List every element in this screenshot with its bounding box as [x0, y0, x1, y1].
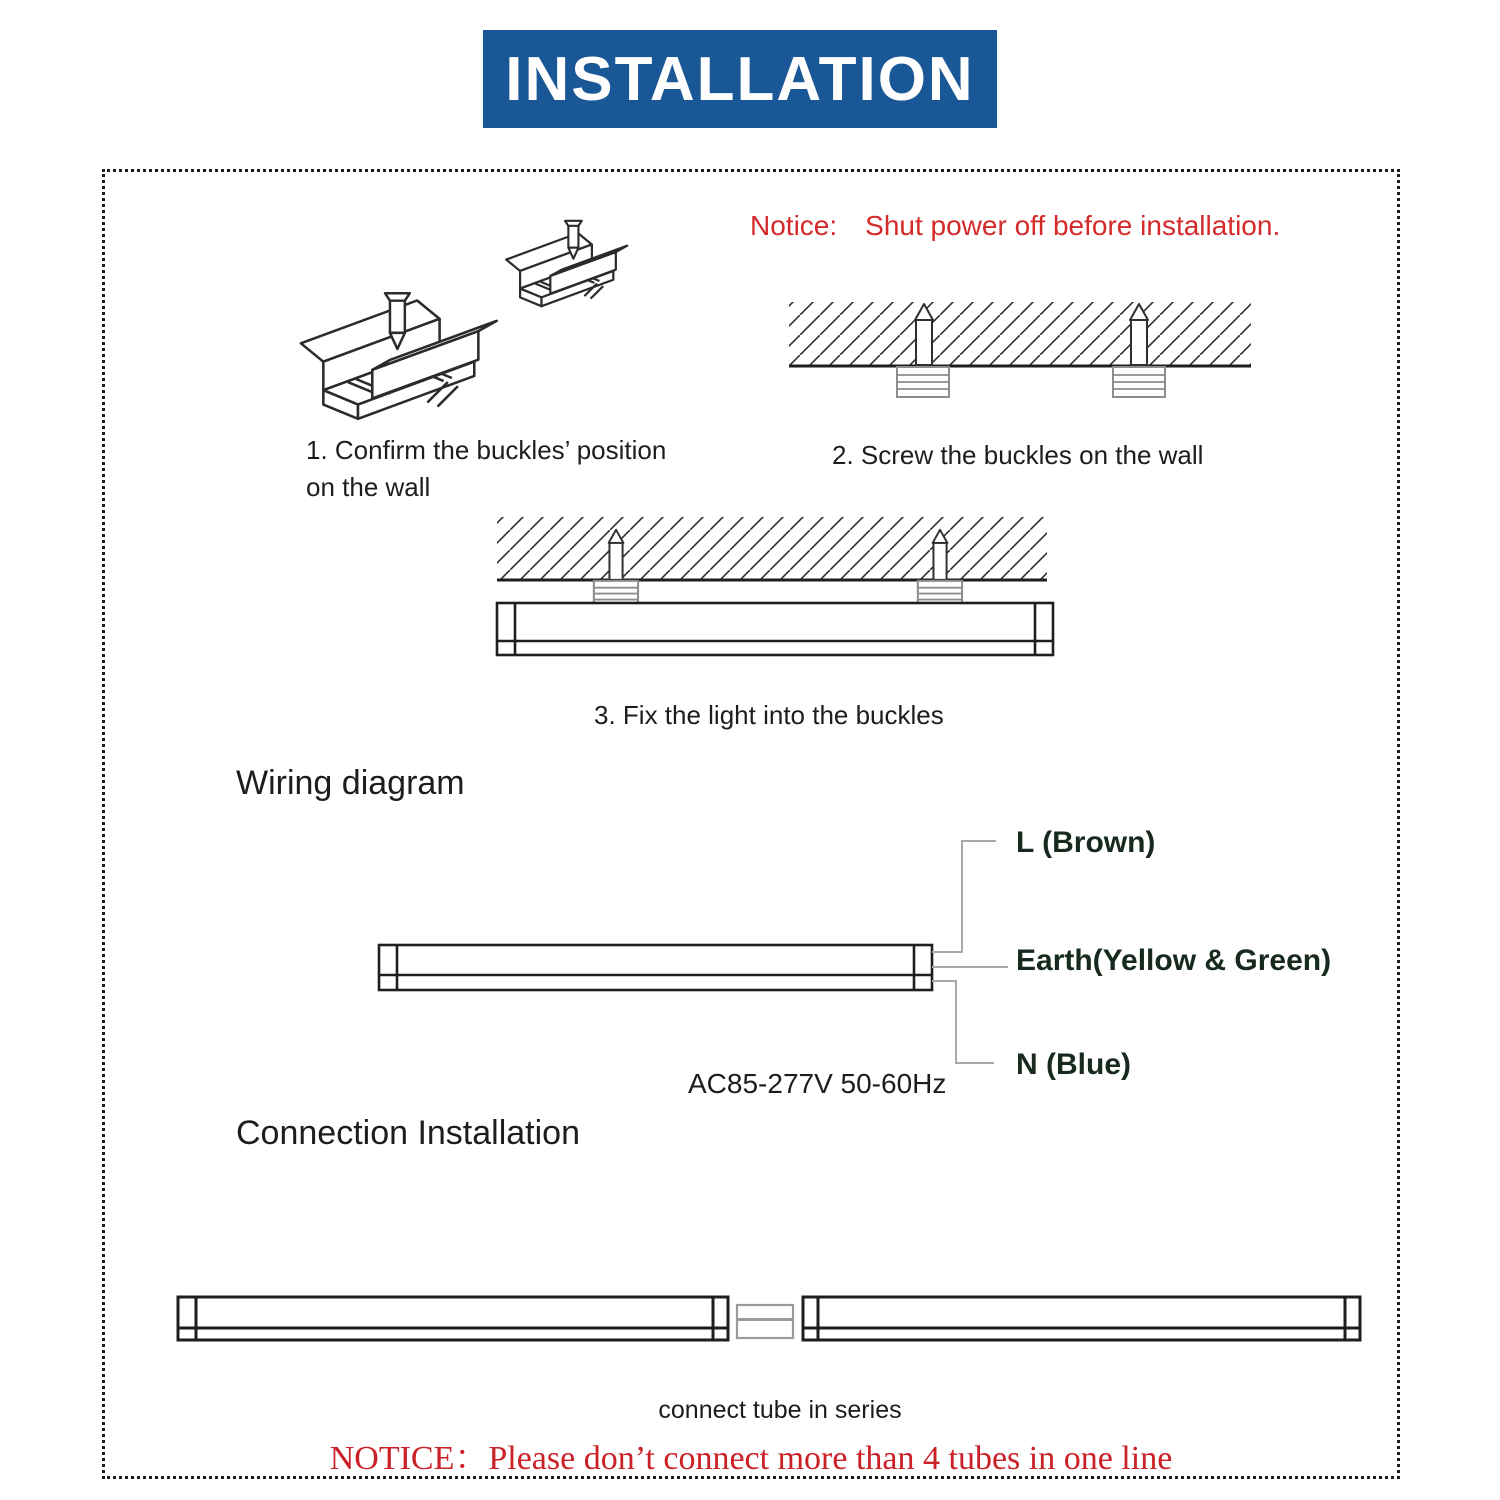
tube-light-right: [803, 1297, 1360, 1340]
wiring-diagram-figure: [370, 830, 1030, 1080]
wire-neutral: [932, 981, 994, 1063]
tube-light: [497, 603, 1053, 655]
buckle-icon: [1113, 367, 1165, 397]
step2-caption: 2. Screw the buckles on the wall: [832, 440, 1204, 470]
tube-connector: [737, 1305, 793, 1338]
notice-top: [750, 210, 1280, 242]
tube-light: [379, 945, 932, 990]
step1-caption-line1: 1. Confirm the buckles’ position: [306, 435, 667, 465]
wiring-heading: Wiring diagram: [236, 764, 465, 802]
notice-label: Notice:: [750, 210, 838, 241]
page-title: INSTALLATION: [505, 44, 975, 114]
wire-label-earth: Earth(Yellow & Green): [1016, 944, 1332, 977]
wire-label-neutral: N (Blue): [1016, 1048, 1131, 1081]
notice-bottom: NOTICE：Please don’t connect more than 4 tubes in one line: [329, 1440, 1173, 1477]
wall-hatch: [497, 517, 1047, 580]
power-rating-label: AC85-277V 50-60Hz: [688, 1068, 947, 1099]
connection-caption: connect tube in series: [658, 1396, 902, 1424]
installation-header: [483, 30, 997, 128]
step1-caption: [306, 432, 726, 506]
buckle-clip-icon: [506, 233, 627, 306]
connection-heading: Connection Installation: [236, 1114, 581, 1152]
step3-fix-light-figure: [490, 510, 1065, 665]
notice-text: Shut power off before installation.: [865, 210, 1281, 241]
tube-light-left: [178, 1297, 728, 1340]
wire-live: [932, 841, 996, 952]
connection-figure: [170, 1288, 1370, 1350]
step1-buckles-figure: [285, 210, 675, 460]
buckle-icon: [897, 367, 949, 397]
step3-caption: 3. Fix the light into the buckles: [594, 700, 944, 730]
wire-label-live: L (Brown): [1016, 826, 1156, 859]
step1-caption-line2: on the wall: [306, 471, 431, 502]
step2-wall-figure: [780, 295, 1265, 410]
screw-icon: [609, 530, 624, 580]
screw-icon: [933, 530, 948, 580]
wall-hatch: [789, 302, 1251, 366]
